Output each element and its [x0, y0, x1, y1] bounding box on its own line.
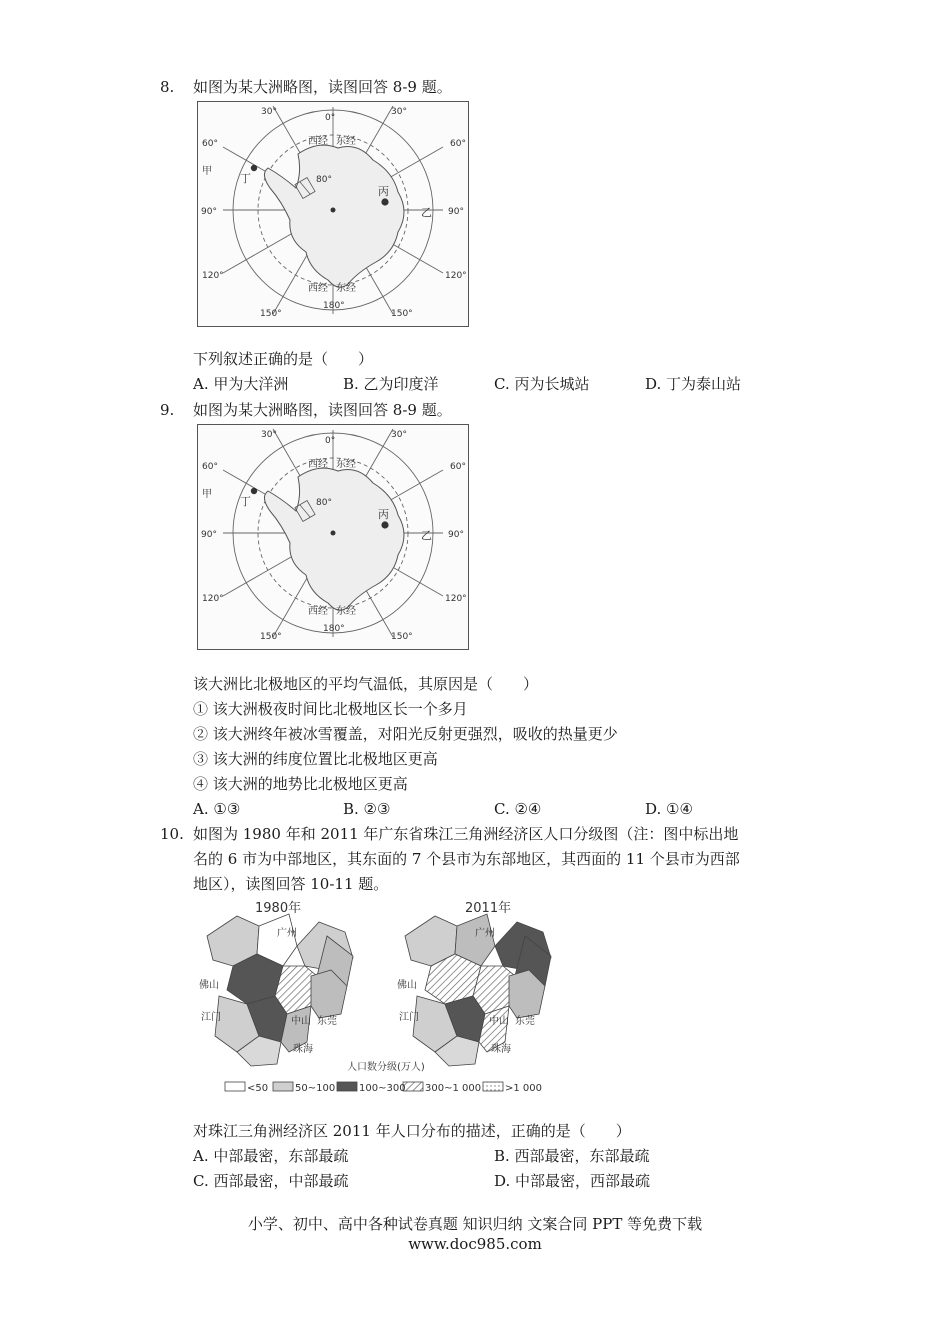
- question-8-prompt: 下列叙述正确的是（ ）: [193, 350, 374, 368]
- city-jiangmen-2011: 江门: [399, 1012, 419, 1023]
- label-lon60w: 60°: [202, 462, 218, 472]
- label-east-top: 东经: [336, 136, 356, 147]
- question-8-option-a[interactable]: A. 甲为大洋洲: [193, 375, 289, 393]
- legend-swatch-5: [483, 1082, 503, 1091]
- question-8-stem: 如图为某大洲略图，读图回答 8-9 题。: [193, 78, 452, 96]
- label-lon120w: 120°: [202, 594, 224, 604]
- label-lon120e: 120°: [445, 271, 467, 281]
- question-8-number: 8.: [160, 78, 175, 96]
- question-10-number: 10.: [160, 825, 184, 843]
- label-lon60w: 60°: [202, 139, 218, 149]
- label-west-bottom: 西经: [308, 606, 328, 617]
- legend-label-2: 50~100: [295, 1083, 336, 1094]
- label-lon60e: 60°: [450, 462, 466, 472]
- question-8-option-b[interactable]: B. 乙为印度洋: [343, 375, 439, 393]
- question-9-prompt: 该大洲比北极地区的平均气温低，其原因是（ ）: [193, 675, 539, 693]
- footer-slogan: 小学、初中、高中各种试卷真题 知识归纳 文案合同 PPT 等免费下载: [247, 1215, 703, 1233]
- label-lon90e: 90°: [448, 530, 464, 540]
- city-dongguan-2011: 东莞: [515, 1016, 535, 1027]
- label-lon180: 180°: [323, 301, 345, 311]
- city-jiangmen-1980: 江门: [201, 1012, 221, 1023]
- question-9-statement-4: ④ 该大洲的地势比北极地区更高: [193, 775, 408, 793]
- footer-website-link[interactable]: www.doc985.com: [408, 1235, 542, 1253]
- label-yi: 乙: [421, 529, 432, 542]
- city-zhuhai-2011: 珠海: [491, 1044, 511, 1055]
- legend-swatch-4: [403, 1082, 423, 1091]
- label-ding: 丁: [240, 495, 251, 508]
- label-lon180: 180°: [323, 624, 345, 634]
- antarctic-map-svg: [198, 102, 468, 326]
- label-lon30e: 30°: [391, 430, 407, 440]
- antarctic-map-1: [197, 101, 469, 327]
- legend-label-5: >1 000: [505, 1083, 543, 1094]
- legend-label-4: 300~1 000: [425, 1083, 482, 1094]
- label-lon150e: 150°: [391, 309, 413, 319]
- prd-population-map-svg: [197, 896, 587, 1100]
- label-bing: 丙: [378, 185, 389, 198]
- label-lon30e: 30°: [391, 107, 407, 117]
- legend-swatch-2: [273, 1082, 293, 1091]
- label-yi: 乙: [421, 206, 432, 219]
- label-lon150w: 150°: [260, 632, 282, 642]
- label-lon90w: 90°: [201, 530, 217, 540]
- map-year-1980: 1980年: [255, 901, 302, 916]
- antarctic-map-2: [197, 424, 469, 650]
- question-9-statement-3: ③ 该大洲的纬度位置比北极地区更高: [193, 750, 438, 768]
- question-10-stem-line-2: 名的 6 市为中部地区，其东面的 7 个县市为东部地区，其西面的 11 个县市为西部: [193, 850, 740, 868]
- question-9-stem: 如图为某大洲略图，读图回答 8-9 题。: [193, 401, 452, 419]
- label-bing: 丙: [378, 508, 389, 521]
- question-10-stem-line-1: 如图为 1980 年和 2011 年广东省珠江三角洲经济区人口分级图（注：图中标出地: [193, 825, 739, 843]
- question-9-option-b[interactable]: B. ②③: [343, 800, 391, 818]
- question-9-statement-2: ② 该大洲终年被冰雪覆盖，对阳光反射更强烈，吸收的热量更少: [193, 725, 618, 743]
- label-lon0: 0°: [325, 436, 336, 446]
- city-dongguan-1980: 东莞: [317, 1016, 337, 1027]
- label-lat80: 80°: [316, 498, 332, 508]
- city-guangzhou-2011: 广州: [475, 928, 495, 939]
- label-lon0: 0°: [325, 113, 336, 123]
- label-jia: 甲: [202, 489, 212, 500]
- city-zhuhai-1980: 珠海: [293, 1044, 313, 1055]
- label-east-bottom: 东经: [336, 283, 356, 294]
- question-10-option-b[interactable]: B. 西部最密，东部最疏: [494, 1147, 650, 1165]
- label-lon60e: 60°: [450, 139, 466, 149]
- label-ding: 丁: [240, 172, 251, 185]
- label-west-top: 西经: [308, 136, 328, 147]
- antarctic-map-svg: [198, 425, 468, 649]
- label-east-top: 东经: [336, 459, 356, 470]
- label-lon120w: 120°: [202, 271, 224, 281]
- question-10-stem-line-3: 地区），读图回答 10-11 题。: [193, 875, 389, 893]
- question-10-option-a[interactable]: A. 中部最密，东部最疏: [193, 1147, 349, 1165]
- label-lon150w: 150°: [260, 309, 282, 319]
- question-9-option-c[interactable]: C. ②④: [494, 800, 542, 818]
- city-foshan-2011: 佛山: [397, 980, 417, 991]
- city-guangzhou-1980: 广州: [277, 928, 297, 939]
- question-10-option-d[interactable]: D. 中部最密，西部最疏: [494, 1172, 651, 1190]
- legend-title: 人口数分级(万人): [347, 1062, 425, 1073]
- question-9-statement-1: ① 该大洲极夜时间比北极地区长一个多月: [193, 700, 468, 718]
- label-lat80: 80°: [316, 175, 332, 185]
- question-9-option-a[interactable]: A. ①③: [193, 800, 241, 818]
- city-zhongshan-2011: 中山: [489, 1016, 509, 1027]
- legend-swatch-3: [337, 1082, 357, 1091]
- label-lon30w: 30°: [261, 430, 277, 440]
- city-zhongshan-1980: 中山: [291, 1016, 311, 1027]
- question-10-prompt: 对珠江三角洲经济区 2011 年人口分布的描述，正确的是（ ）: [193, 1122, 631, 1140]
- map-year-2011: 2011年: [465, 901, 512, 916]
- label-east-bottom: 东经: [336, 606, 356, 617]
- label-lon150e: 150°: [391, 632, 413, 642]
- legend-label-3: 100~300: [359, 1083, 406, 1094]
- question-10-option-c[interactable]: C. 西部最密，中部最疏: [193, 1172, 349, 1190]
- question-8-option-c[interactable]: C. 丙为长城站: [494, 375, 590, 393]
- city-foshan-1980: 佛山: [199, 980, 219, 991]
- label-lon30w: 30°: [261, 107, 277, 117]
- prd-population-map: [197, 896, 587, 1100]
- label-lon90e: 90°: [448, 207, 464, 217]
- question-9-option-d[interactable]: D. ①④: [645, 800, 693, 818]
- question-8-option-d[interactable]: D. 丁为泰山站: [645, 375, 742, 393]
- legend-swatch-1: [225, 1082, 245, 1091]
- legend-label-1: <50: [247, 1083, 269, 1094]
- question-9-number: 9.: [160, 401, 175, 419]
- label-lon120e: 120°: [445, 594, 467, 604]
- label-lon90w: 90°: [201, 207, 217, 217]
- label-west-bottom: 西经: [308, 283, 328, 294]
- label-jia: 甲: [202, 166, 212, 177]
- label-west-top: 西经: [308, 459, 328, 470]
